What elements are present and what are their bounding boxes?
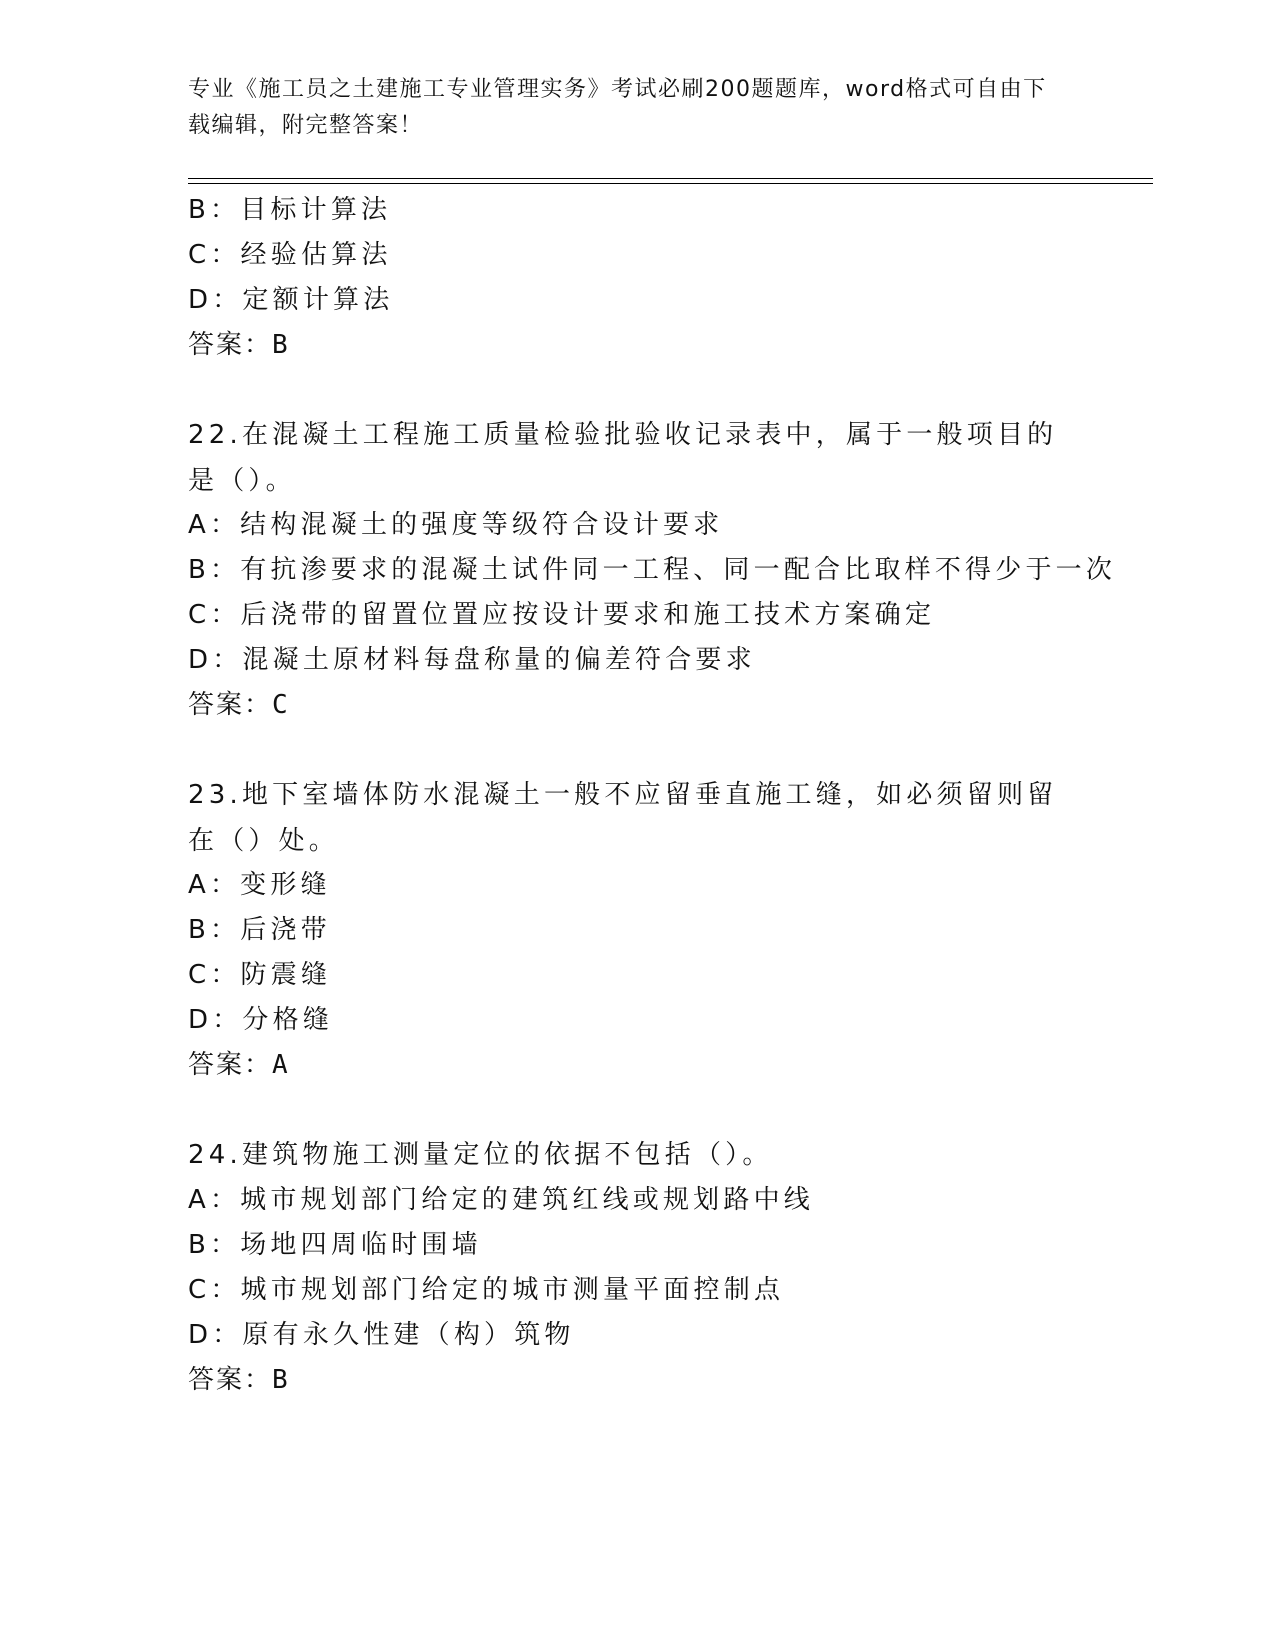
q22-option-d: D：混凝土原材料每盘称量的偏差符合要求	[188, 645, 756, 675]
answer-label: 答案：	[188, 1050, 273, 1080]
q24-answer	[188, 1363, 288, 1397]
q24-option-c: C：城市规划部门给定的城市测量平面控制点	[188, 1275, 785, 1305]
q24-option-d: D：原有永久性建（构）筑物	[188, 1320, 575, 1350]
answer-value: C	[272, 690, 288, 720]
q24-option-a: A：城市规划部门给定的建筑红线或规划路中线	[188, 1185, 814, 1215]
answer-label: 答案：	[188, 690, 273, 720]
q23-stem: 23.地下室墙体防水混凝土一般不应留垂直施工缝，如必须留则留在（）处。	[188, 780, 1058, 856]
answer-label: 答案：	[188, 1365, 273, 1395]
q21-answer	[188, 328, 288, 362]
q22-option-b: B：有抗渗要求的混凝土试件同一工程、同一配合比取样不得少于一次	[188, 555, 1117, 585]
answer-value: A	[272, 1050, 288, 1080]
q23-answer	[188, 1048, 288, 1082]
q22-option-c: C：后浇带的留置位置应按设计要求和施工技术方案确定	[188, 600, 936, 630]
header-rule-bottom	[188, 183, 1153, 184]
q21-option-d: D：定额计算法	[188, 285, 394, 315]
q21-option-b: B：目标计算法	[188, 195, 392, 225]
document-header: 专业《施工员之土建施工专业管理实务》考试必刷200题题库，word格式可自由下载编辑，附完整答案！	[188, 77, 1047, 138]
q21-option-c: C：经验估算法	[188, 240, 392, 270]
answer-label: 答案：	[188, 330, 273, 360]
q24-stem: 24.建筑物施工测量定位的依据不包括（）。	[188, 1140, 773, 1170]
q24-option-b: B：场地四周临时围墙	[188, 1230, 482, 1260]
q23-option-d: D：分格缝	[188, 1005, 334, 1035]
q23-option-b: B：后浇带	[188, 915, 331, 945]
answer-value: B	[272, 1365, 288, 1395]
answer-value: B	[272, 330, 288, 360]
q23-option-c: C：防震缝	[188, 960, 332, 990]
header-rule-top	[188, 178, 1153, 179]
q22-answer	[188, 688, 288, 722]
q23-option-a: A：变形缝	[188, 870, 331, 900]
q22-option-a: A：结构混凝土的强度等级符合设计要求	[188, 510, 724, 540]
q22-stem: 22.在混凝土工程施工质量检验批验收记录表中，属于一般项目的是（）。	[188, 420, 1058, 496]
